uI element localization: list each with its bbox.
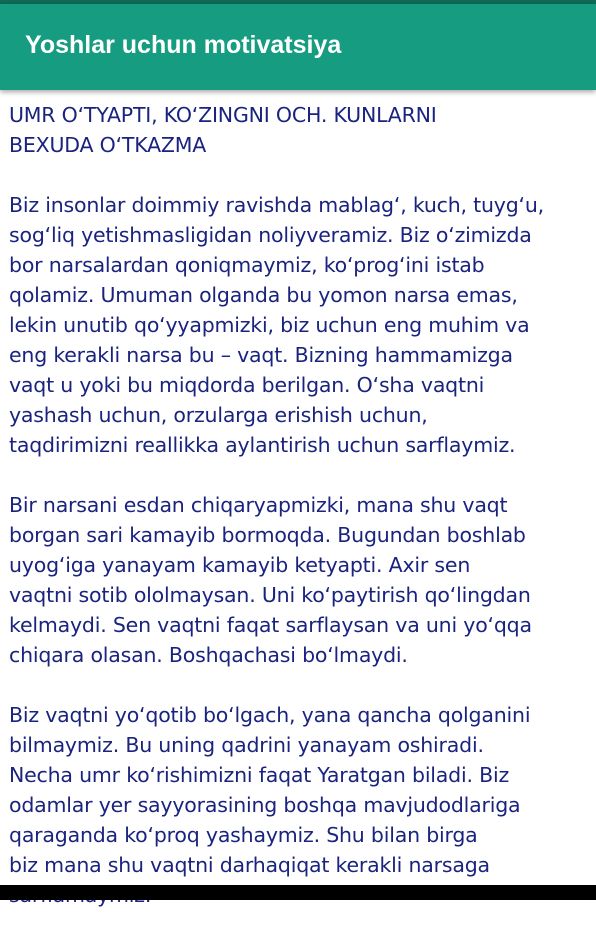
- paragraph-line: Necha umr ko‘rishimizni faqat Yaratgan biladi. Biz: [9, 763, 510, 787]
- paragraph-line: Bir narsani esdan chiqaryapmizki, mana shu vaqt: [9, 493, 508, 517]
- paragraph-line: lekin unutib qo‘yyapmizki, biz uchun eng muhim va: [9, 313, 530, 337]
- article-heading: [9, 100, 591, 160]
- paragraph-1: [9, 190, 591, 460]
- paragraph-line: bilmaymiz. Bu uning qadrini yanayam oshiradi.: [9, 733, 484, 757]
- article-text: [9, 100, 591, 940]
- article-scroll-area[interactable]: [0, 90, 596, 885]
- app-bar: [0, 4, 596, 90]
- paragraph-line: qolamiz. Umuman olganda bu yomon narsa emas,: [9, 283, 518, 307]
- paragraph-line: odamlar yer sayyorasining boshqa mavjudodlariga: [9, 793, 521, 817]
- paragraph-line: qaraganda ko‘proq yashaymiz. Shu bilan birga: [9, 823, 478, 847]
- paragraph-line: taqdirimizni reallikka aylantirish uchun sarflaymiz.: [9, 433, 516, 457]
- paragraph-line: Biz insonlar doimmiy ravishda mablag‘, kuch, tuyg‘u,: [9, 193, 544, 217]
- paragraph-3: [9, 700, 591, 910]
- app-title: Yoshlar uchun motivatsiya: [25, 31, 342, 59]
- paragraph-line: yashash uchun, orzularga erishish uchun,: [9, 403, 428, 427]
- paragraph-line: borgan sari kamayib bormoqda. Bugundan boshlab: [9, 523, 526, 547]
- paragraph-line: bor narsalardan qoniqmaymiz, ko‘prog‘ini istab: [9, 253, 485, 277]
- paragraph-line: vaqtni sotib ololmaysan. Uni ko‘paytirish qo‘lingdan: [9, 583, 531, 607]
- paragraph-line: uyog‘iga yanayam kamayib ketyapti. Axir sen: [9, 553, 471, 577]
- paragraph-line: biz mana shu vaqtni darhaqiqat kerakli narsaga: [9, 853, 490, 877]
- paragraph-line: chiqara olasan. Boshqachasi bo‘lmaydi.: [9, 643, 408, 667]
- paragraph-line: vaqt u yoki bu miqdorda berilgan. O‘sha vaqtni: [9, 373, 485, 397]
- paragraph-line: kelmaydi. Sen vaqtni faqat sarflaysan va uni yo‘qqa: [9, 613, 532, 637]
- heading-line: UMR O‘TYAPTI, KO‘ZINGNI OCH. KUNLARNI: [9, 103, 437, 127]
- paragraph-line: eng kerakli narsa bu – vaqt. Bizning hammamizga: [9, 343, 513, 367]
- paragraph-line: sog‘liq yetishmasligidan noliyveramiz. Biz o‘zimizda: [9, 223, 532, 247]
- paragraph-2: [9, 490, 591, 670]
- navigation-bar: [0, 885, 596, 900]
- heading-line: BEXUDA O‘TKAZMA: [9, 133, 207, 157]
- paragraph-line: Biz vaqtni yo‘qotib bo‘lgach, yana qancha qolganini: [9, 703, 531, 727]
